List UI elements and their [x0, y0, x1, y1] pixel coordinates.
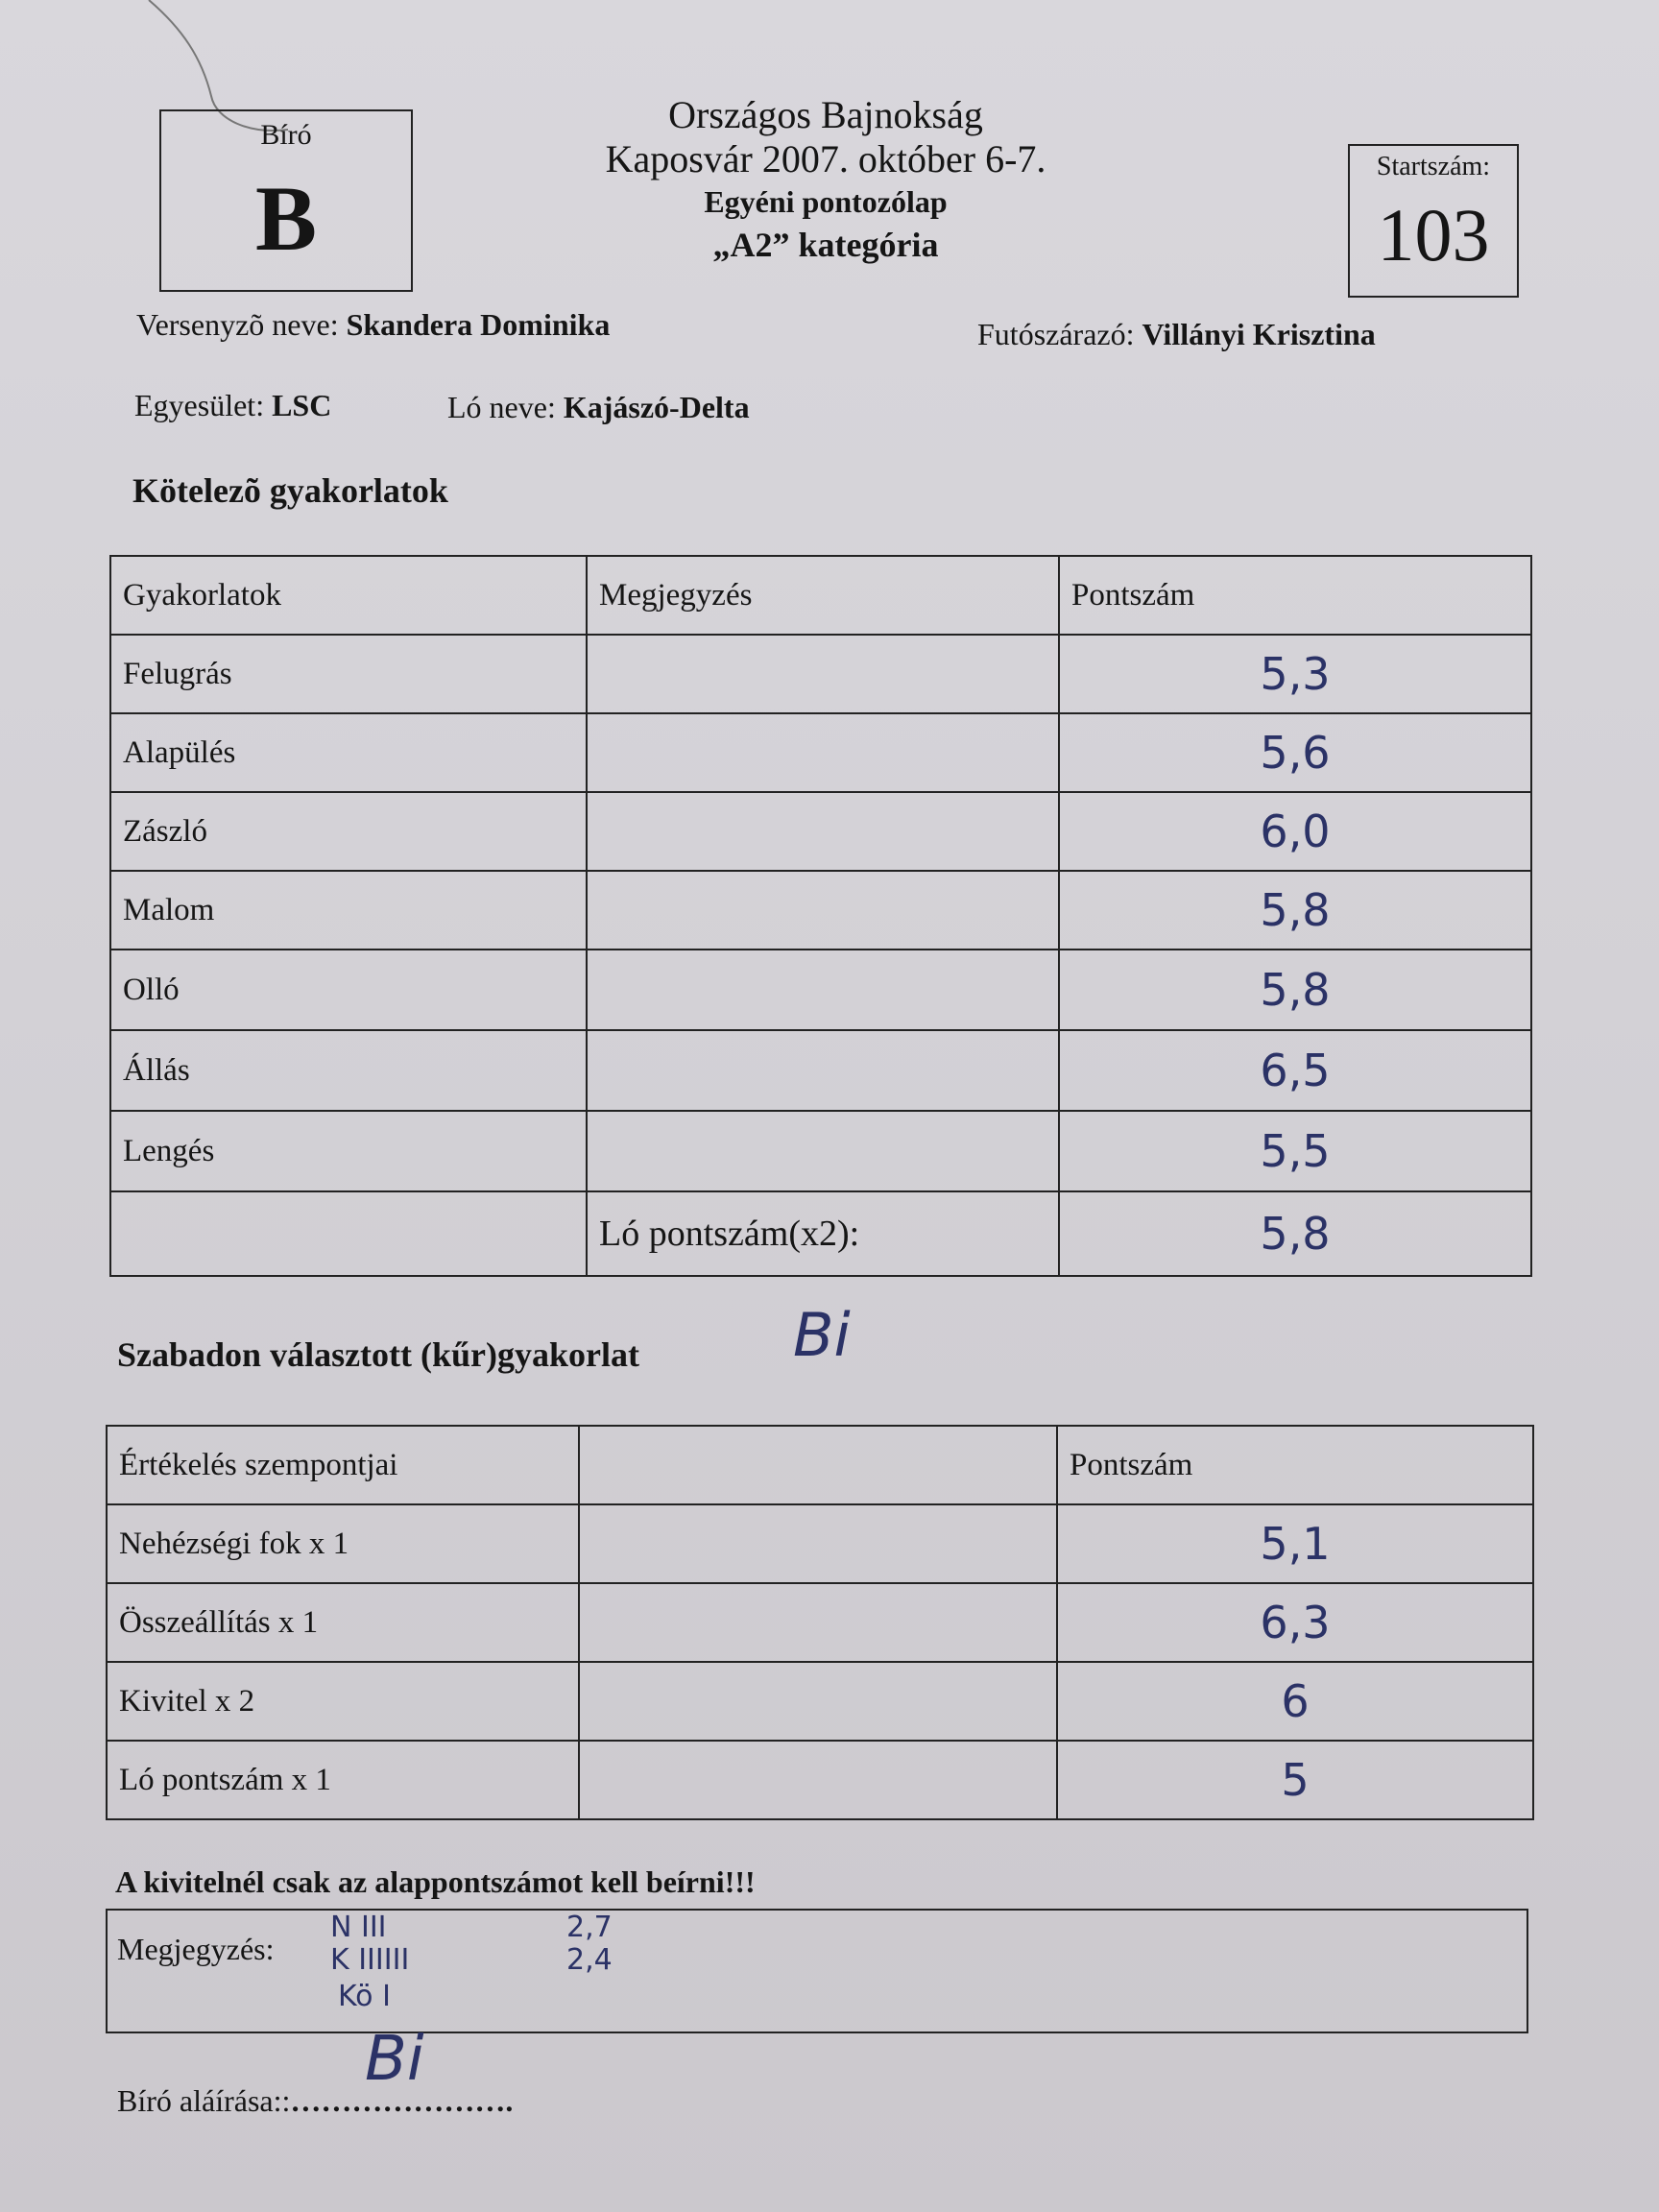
criterion-name: Összeállítás x 1	[107, 1583, 579, 1662]
exercise-score: 5,3	[1059, 635, 1531, 713]
competitor-value: Skandera Dominika	[346, 307, 611, 342]
competitor-label: Versenyzõ neve:	[136, 307, 339, 342]
horse-label: Ló neve:	[447, 390, 556, 424]
judge-label: Bíró	[260, 119, 312, 151]
exercise-score: 5,5	[1059, 1111, 1531, 1191]
table-row	[110, 792, 1531, 871]
table-row	[110, 635, 1531, 713]
start-number: 103	[1377, 193, 1490, 276]
exercise-name: Olló	[110, 950, 587, 1030]
horse-value: Kajászó-Delta	[563, 390, 750, 424]
exercise-score: 6,0	[1059, 792, 1531, 871]
exercise-name: Malom	[110, 871, 587, 950]
compulsory-header-row	[110, 556, 1531, 635]
compulsory-title: Kötelezõ gyakorlatok	[132, 471, 448, 510]
criterion-score: 6,3	[1057, 1583, 1533, 1662]
col-header-blank	[579, 1426, 1057, 1504]
exercise-remark	[587, 1030, 1059, 1111]
exercise-score: 5,8	[1059, 950, 1531, 1030]
exercise-remark	[587, 635, 1059, 713]
table-row	[107, 1662, 1533, 1741]
lunger-label: Futószárazó:	[977, 317, 1135, 351]
remarks-value-1: 2,7	[566, 1911, 613, 1944]
start-number-label: Startszám:	[1376, 152, 1491, 181]
exercise-name: Felugrás	[110, 635, 587, 713]
freestyle-table	[106, 1425, 1534, 1820]
exercise-name: Lengés	[110, 1111, 587, 1191]
exercise-remark	[587, 871, 1059, 950]
table-row	[107, 1583, 1533, 1662]
exercise-name: Alapülés	[110, 713, 587, 792]
col-header-exercises: Gyakorlatok	[110, 556, 587, 635]
table-row	[110, 1111, 1531, 1191]
table-row	[110, 871, 1531, 950]
club-value: LSC	[272, 388, 332, 422]
lunger-line	[977, 317, 1376, 352]
criterion-name: Ló pontszám x 1	[107, 1741, 579, 1819]
remarks-tally-2: K IIIIII	[330, 1943, 410, 1977]
start-number-box	[1348, 144, 1519, 298]
competitor-line	[136, 307, 610, 343]
signature-line	[117, 2083, 513, 2119]
remarks-box	[106, 1909, 1528, 2033]
remarks-tally-1: N III	[330, 1911, 387, 1944]
table-row	[110, 1030, 1531, 1111]
empty-cell	[110, 1191, 587, 1276]
remarks-tally-3: Kö I	[338, 1980, 391, 2013]
criterion-remark	[579, 1741, 1057, 1819]
exercise-score: 5,6	[1059, 713, 1531, 792]
freestyle-title: Szabadon választott (kűr)gyakorlat	[117, 1335, 640, 1374]
table-row	[110, 950, 1531, 1030]
horse-line	[447, 390, 750, 425]
signature-label: Bíró aláírása::	[117, 2083, 291, 2118]
header-line3: Egyéni pontozólap	[704, 184, 948, 219]
exercise-remark	[587, 792, 1059, 871]
criterion-name: Nehézségi fok x 1	[107, 1504, 579, 1583]
judge-box	[159, 109, 413, 292]
criterion-score: 6	[1057, 1662, 1533, 1741]
exercise-name: Zászló	[110, 792, 587, 871]
table-row	[107, 1504, 1533, 1583]
exercise-remark	[587, 1111, 1059, 1191]
horse-score-value: 5,8	[1059, 1191, 1531, 1276]
compulsory-table	[109, 555, 1532, 1277]
table-row	[107, 1741, 1533, 1819]
remarks-value-2: 2,4	[566, 1943, 613, 1977]
exercise-score: 6,5	[1059, 1030, 1531, 1111]
remarks-label: Megjegyzés:	[117, 1932, 275, 1966]
lunger-value: Villányi Krisztina	[1142, 317, 1376, 351]
header-line2: Kaposvár 2007. október 6-7.	[605, 137, 1046, 180]
col-header-score: Pontszám	[1059, 556, 1531, 635]
horse-score-row	[110, 1191, 1531, 1276]
col-header-remarks: Megjegyzés	[587, 556, 1059, 635]
criterion-score: 5	[1057, 1741, 1533, 1819]
criterion-remark	[579, 1504, 1057, 1583]
note-warning: A kivitelnél csak az alappontszámot kell beírni!!!	[115, 1864, 756, 1899]
header-line1: Országos Bajnokság	[668, 93, 983, 136]
header-line4: „A2” kategória	[712, 226, 939, 264]
criterion-score: 5,1	[1057, 1504, 1533, 1583]
club-line	[134, 388, 331, 423]
col-header-criteria: Értékelés szempontjai	[107, 1426, 579, 1504]
table-row	[110, 713, 1531, 792]
signature-dots: ………………….	[290, 2083, 514, 2118]
col-header-score: Pontszám	[1057, 1426, 1533, 1504]
freestyle-initials: Bi	[793, 1300, 851, 1370]
club-label: Egyesület:	[134, 388, 265, 422]
judge-letter: B	[254, 167, 318, 270]
criterion-remark	[579, 1583, 1057, 1662]
exercise-remark	[587, 950, 1059, 1030]
exercise-remark	[587, 713, 1059, 792]
exercise-name: Állás	[110, 1030, 587, 1111]
freestyle-header-row	[107, 1426, 1533, 1504]
horse-score-label: Ló pontszám(x2):	[587, 1191, 1059, 1276]
signature-mark: Bi	[365, 2024, 424, 2095]
exercise-score: 5,8	[1059, 871, 1531, 950]
criterion-name: Kivitel x 2	[107, 1662, 579, 1741]
criterion-remark	[579, 1662, 1057, 1741]
